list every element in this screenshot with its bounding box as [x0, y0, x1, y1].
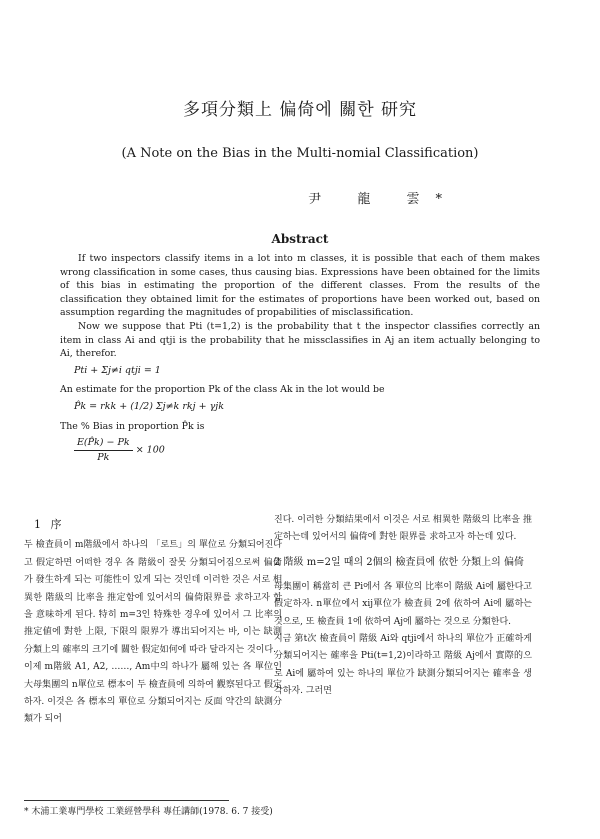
section-2-body-1: 母集團이 稱當히 큰 Pi에서 各 單位의 比率이 階級 Ai에 屬한다고 假定하자. n單位에서 xij單位가 檢査員 2에 依하여 Ai에 屬하는 것으로, 또 檢査員 1에 依하여 Aj에 屬하는 것으로 分類한다.	[274, 581, 532, 627]
footnote: * 木浦工業專門學校 工業經營學科 專任講師(1978. 6. 7 接受)	[24, 807, 273, 817]
formula-bias-percent	[60, 436, 540, 464]
section-2-heading: 2 階級 m=2일 때의 2個의 檢査員에 依한 分類上의 偏倚	[274, 556, 524, 568]
paper-title: 多項分類上 偏倚에 關한 研究	[182, 100, 418, 120]
paper-subtitle: (A Note on the Bias in the Multi-nomial Classification)	[121, 146, 479, 161]
abstract-paragraph-3: An estimate for the proportion Pk of the class Ak in the lot would be	[60, 384, 385, 396]
abstract-heading: Abstract	[271, 232, 329, 246]
section-1-body: 두 檢査員이 m階級에서 하나의 「로트」의 單位로 分類되어진다고 假定하면 어떠한 경우 各 階級이 잘못 分類되어짐으로써 偏倚가 發生하게 되는 可能性이 있게 되는 것인데 이러한 것은 서로 相異한 階級의 比率을 推定함에 있어서의 偏倚限界를 求하고자 함을 意味하게 된다. 特히 m=3인 特殊한 경우에 있어서 그 比率의 推定値에 對한 上限, 下限의 限界가 導出되어지는 바, 이는 缺測分類上의 確率의 크기에 關한 假定如何에 따라 달라지는 것이다.	[24, 540, 282, 655]
right-column-continuation: 진다. 이러한 分類結果에서 이것은 서로 相異한 階級의 比率을 推定하는데 있어서의 偏倚에 對한 限界를 求하고자 하는데 있다.	[274, 515, 532, 543]
bias-numerator: E(P̂k) − Pk	[74, 436, 133, 451]
formula-estimate: P̂k = rkk + (1/2) Σj≠k rkj + γjk	[74, 400, 224, 412]
bias-multiplier: × 100	[135, 444, 165, 456]
footnote-divider	[24, 800, 229, 801]
left-column	[24, 512, 282, 729]
section-1-heading: 1 序	[34, 518, 65, 531]
author-name: 尹 龍 雲*	[308, 192, 458, 207]
bias-fraction	[74, 436, 133, 464]
abstract-body	[60, 252, 540, 470]
abstract-paragraph-4: The % Bias in proportion P̂k is	[60, 420, 205, 432]
bias-denominator: Pk	[97, 451, 110, 463]
section-2-body-2: 지금 第t次 檢査員이 階級 Ai와 qtji에서 하나의 單位가 正確하게 分類되어지는 確率을 Pti(t=1,2)이라하고 階級 Aj에서 實際的으로 Ai에 屬하여 있는 하나의 單位가 缺測分類되어지는 確率을 생각하자. 그러면	[274, 634, 532, 697]
formula-probability-sum: Pti + Σj≠i qtji = 1	[74, 364, 161, 376]
section-1-body-2: 이제 m階級 A1, A2, ……, Am中의 하나가 屬해 있는 各 單位인 大母集團의 n單位로 標本이 두 檢査員에 의하여 觀察된다고 假定하자. 이것은 各 標本의 單位로 分類되어지는 反面 약간의 缺測分類가 되어	[24, 662, 282, 725]
abstract-paragraph-2: Now we suppose that Pti (t=1,2) is the probability that t the inspector classifies correctly an item in class Ai and qtji is the probability that he missclassifies in Aj an item actually belonging to Ai, therefor.	[60, 320, 540, 360]
right-column	[274, 512, 532, 701]
abstract-paragraph-1: If two inspectors classify items in a lot into m classes, it is possible that each of them makes wrong classification in some cases, thus causing bias. Expressions have been obtained for the limits of this bias in estimating the proportion of the different classes. From the results of the classification they obtained limit for the estimates of proportions have been worked out, based on assumption regarding the magnitudes of propabilities of misclassification.	[60, 253, 540, 319]
